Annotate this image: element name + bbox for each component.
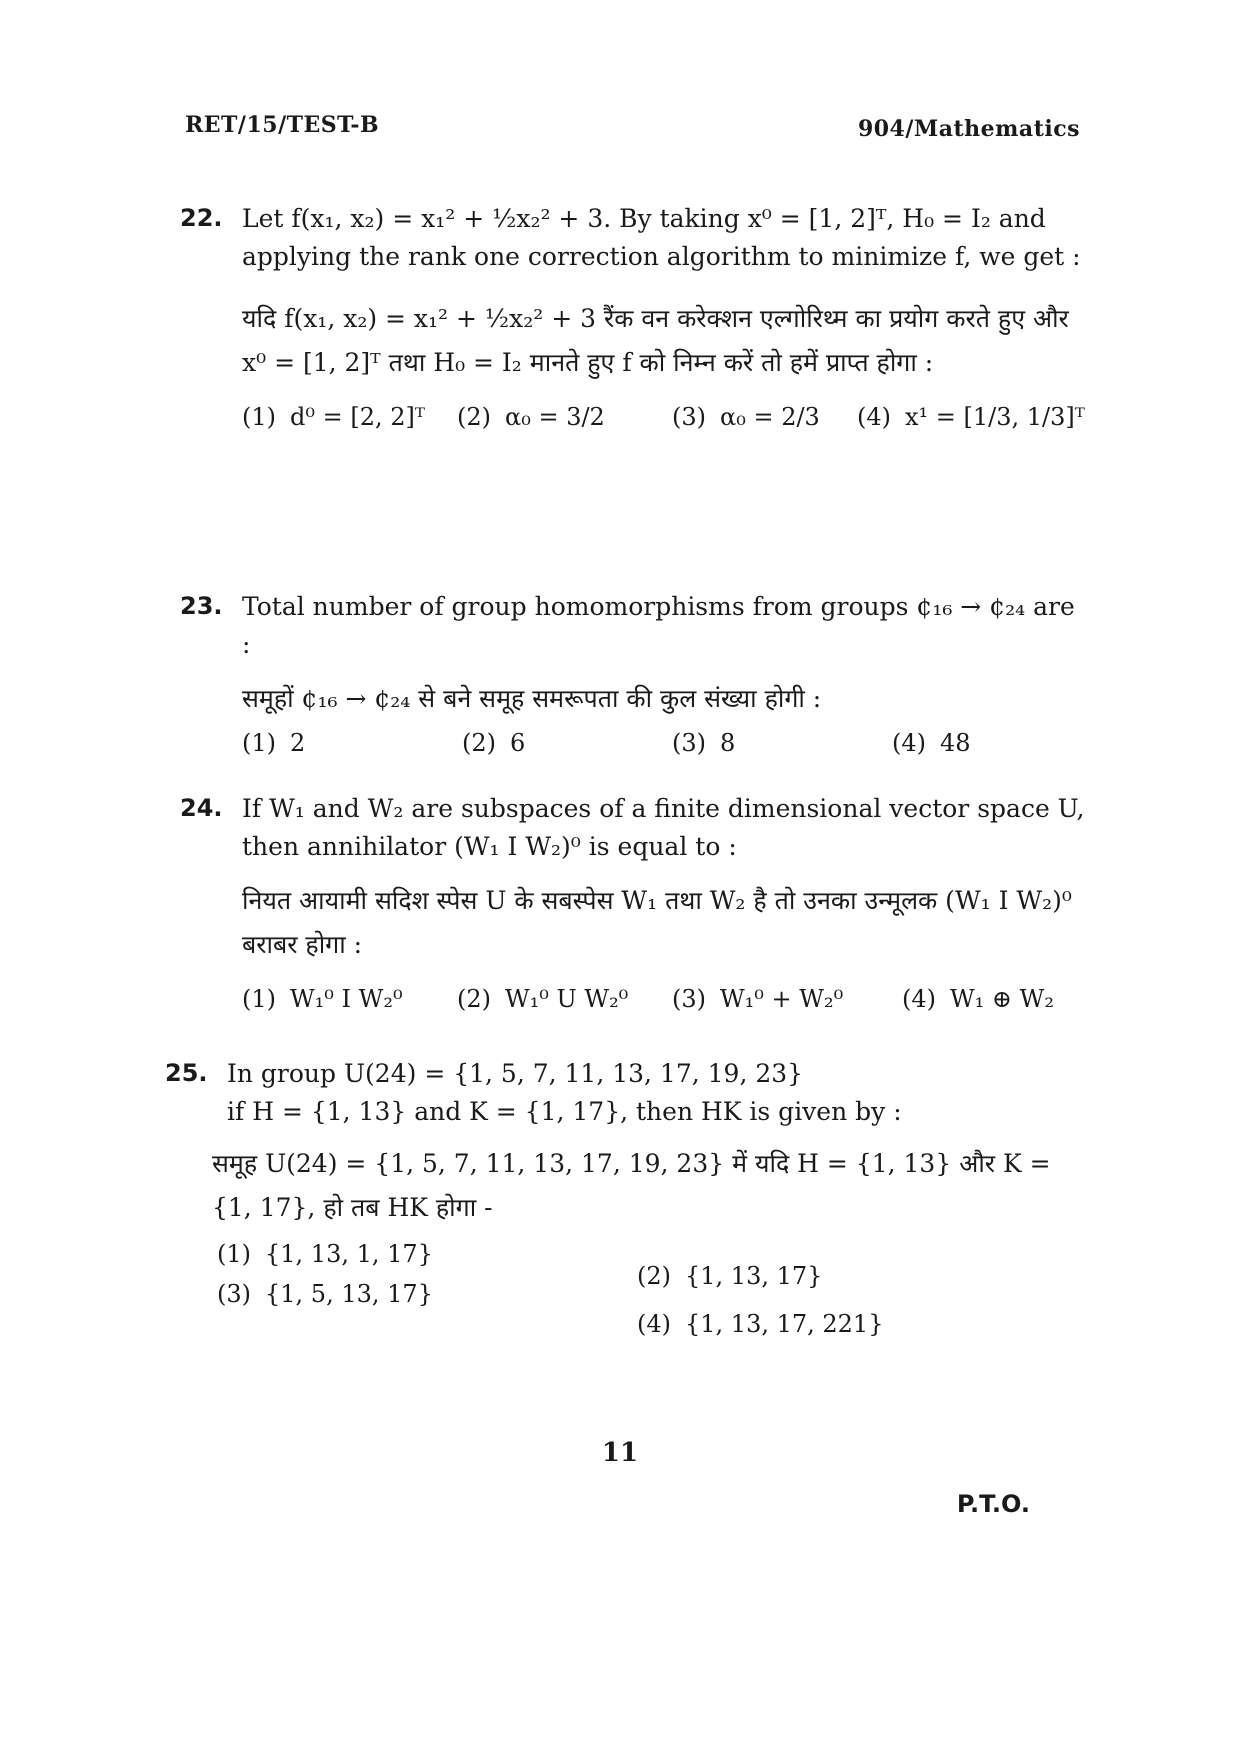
options xyxy=(242,981,1090,1027)
option-4: (4) {1, 13, 17, 221} xyxy=(637,1309,884,1338)
option-1: (1) 2 xyxy=(242,728,306,757)
question-24 xyxy=(180,790,1090,1027)
options xyxy=(242,725,1090,771)
pto-label: P.T.O. xyxy=(956,1490,1030,1518)
question-number: 25. xyxy=(165,1059,208,1087)
header-test-code: RET/15/TEST-B xyxy=(185,112,380,138)
question-text-hi: समूह U(24) = {1, 5, 7, 11, 13, 17, 19, 23} में यदि H = {1, 13} और K = {1, 17}, हो तब HK होगा - xyxy=(212,1149,1051,1222)
option-4: (4) 48 xyxy=(892,728,971,757)
question-number: 22. xyxy=(180,204,223,232)
option-3: (3) W₁⁰ + W₂⁰ xyxy=(672,984,844,1013)
page-number: 11 xyxy=(601,1438,639,1468)
option-1: (1) d⁰ = [2, 2]ᵀ xyxy=(242,402,425,431)
question-text-en: If W₁ and W₂ are subspaces of a finite dimensional vector space U, then annihilator (W₁ I W₂)⁰ is equal to : xyxy=(242,794,1085,861)
option-2: (2) W₁⁰ U W₂⁰ xyxy=(457,984,629,1013)
question-text-hi: समूहों ¢₁₆ → ¢₂₄ से बने समूह समरूपता की कुल संख्या होगी : xyxy=(242,684,822,713)
option-3: (3) 8 xyxy=(672,728,736,757)
option-1: (1) {1, 13, 1, 17} xyxy=(217,1239,433,1268)
question-text-hi: यदि f(x₁, x₂) = x₁² + ½x₂² + 3 रैंक वन करेक्शन एल्गोरिथ्म का प्रयोग करते हुए और x⁰ = [1, 2]ᵀ तथा H₀ = I₂ मानते हुए f को निम्न करें तो हमें प्राप्त होगा : xyxy=(242,304,1069,377)
option-3: (3) α₀ = 2/3 xyxy=(672,402,820,431)
question-number: 23. xyxy=(180,592,223,620)
question-25 xyxy=(165,1055,1090,1346)
options xyxy=(242,399,1090,445)
question-22 xyxy=(180,200,1090,445)
question-text-en-line2: if H = {1, 13} and K = {1, 17}, then HK is given by : xyxy=(227,1096,902,1126)
option-1: (1) W₁⁰ I W₂⁰ xyxy=(242,984,403,1013)
option-4: (4) W₁ ⊕ W₂ xyxy=(902,984,1054,1013)
option-2: (2) 6 xyxy=(462,728,526,757)
question-text-en-line1: In group U(24) = {1, 5, 7, 11, 13, 17, 19, 23} xyxy=(227,1059,804,1088)
question-text-hi: नियत आयामी सदिश स्पेस U के सबस्पेस W₁ तथा W₂ है तो उनका उन्मूलक (W₁ I W₂)⁰ बराबर होगा : xyxy=(242,886,1072,959)
question-text-en: Total number of group homomorphisms from groups ¢₁₆ → ¢₂₄ are : xyxy=(242,592,1075,659)
question-23 xyxy=(180,588,1090,771)
option-2: (2) {1, 13, 17} xyxy=(637,1261,823,1290)
question-text-en: Let f(x₁, x₂) = x₁² + ½x₂² + 3. By taking x⁰ = [1, 2]ᵀ, H₀ = I₂ and applying the rank one correction algorithm to minimize f, we get : xyxy=(242,204,1081,271)
question-number: 24. xyxy=(180,794,223,822)
header-subject: 904/Mathematics xyxy=(857,116,1080,142)
option-3: (3) {1, 5, 13, 17} xyxy=(217,1279,433,1308)
option-2: (2) α₀ = 3/2 xyxy=(457,402,605,431)
option-4: (4) x¹ = [1/3, 1/3]ᵀ xyxy=(857,402,1085,431)
options xyxy=(217,1236,1090,1346)
